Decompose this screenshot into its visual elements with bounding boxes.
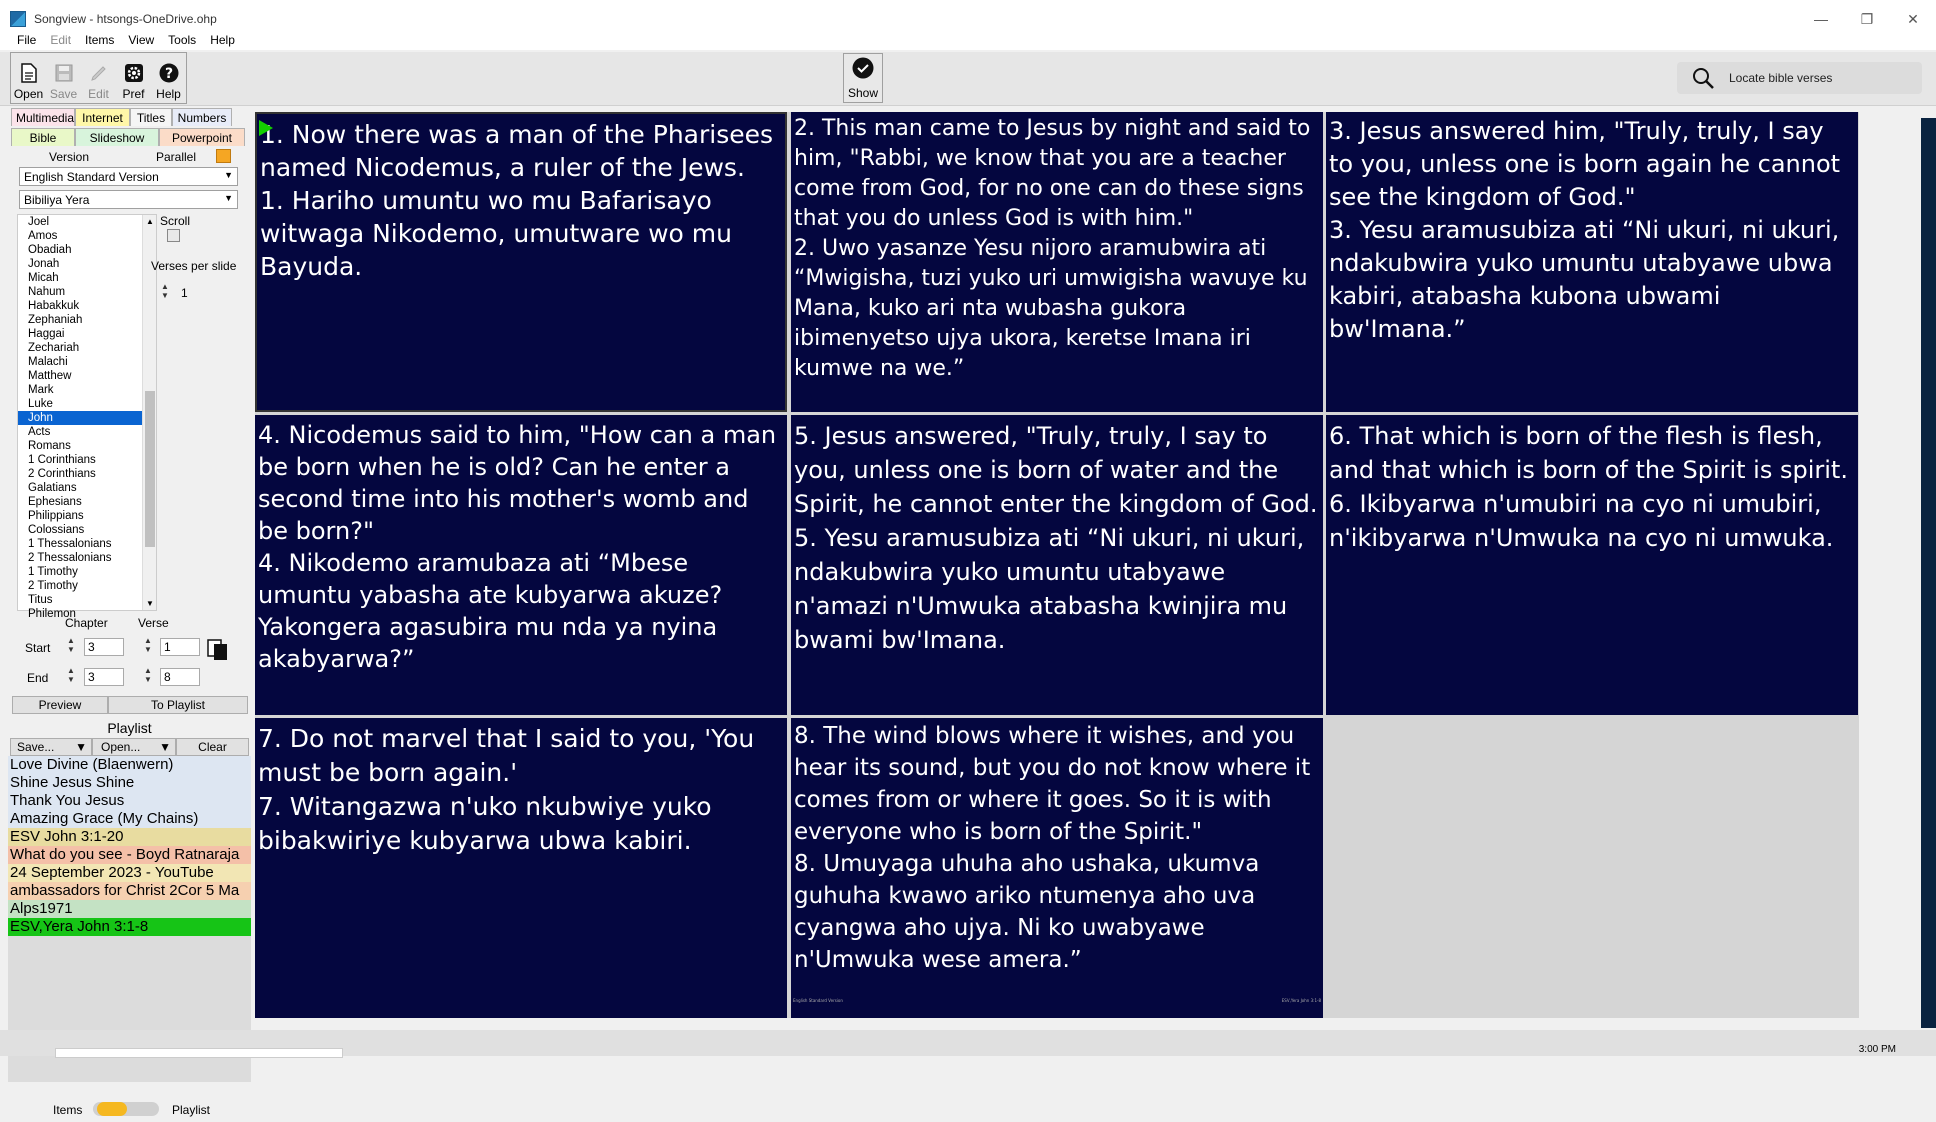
chapter-label: Chapter (65, 616, 108, 630)
search-icon (1691, 66, 1715, 90)
save-label: Save (49, 87, 78, 101)
left-panel (8, 108, 251, 1117)
tab-bible[interactable]: Bible (11, 128, 75, 146)
verses-per-slide-value: 1 (181, 286, 188, 300)
start-chapter-spinner[interactable]: ▲ ▼ (67, 636, 75, 654)
book-item[interactable]: Malachi (28, 356, 68, 368)
help-label: Help (156, 87, 181, 101)
book-item[interactable]: 1 Thessalonians (28, 538, 112, 550)
end-chapter-field[interactable]: 3 (84, 668, 124, 686)
close-button[interactable]: ✕ (1907, 10, 1919, 27)
book-item[interactable]: 1 Corinthians (28, 454, 96, 466)
show-button[interactable] (843, 53, 883, 103)
slide-text: 7. Do not marvel that I said to you, 'You must be born again.' 7. Witangazwa n'uko nkubwiye yuko bibakwiriye kubyarwa ubwa kabiri. (258, 724, 755, 855)
status-bar (0, 1030, 1936, 1056)
book-item[interactable]: 2 Thessalonians (28, 552, 112, 564)
slide-text: 5. Jesus answered, "Truly, truly, I say to you, unless one is born of water and the Spirit, he cannot enter the kingdom of God. 5. Yesu aramusubiza ati “Ni ukuri, ni ukuri, ndakubwira yuko umuntu utabyawe n'amazi n'Umwuka atabasha kwinjira mu bwami bw'Imana. (794, 422, 1318, 654)
book-item[interactable]: Ephesians (28, 496, 82, 508)
status-clock: 3:00 PM (1858, 1044, 1896, 1055)
tool-group (10, 52, 187, 104)
edit-button[interactable] (81, 53, 116, 103)
floppy-disk-icon (54, 63, 74, 83)
slide-text: 1. Now there was a man of the Pharisees named Nicodemus, a ruler of the Jews. 1. Hariho umuntu wo mu Bafarisayo witwaga Nikodemo, umutware wo mu Bayuda. (260, 120, 774, 281)
playlist-open-label: Open... (101, 740, 141, 754)
book-item[interactable]: Philippians (28, 510, 84, 522)
menu-tools[interactable]: Tools (168, 33, 197, 47)
book-item[interactable]: Joel (28, 216, 50, 228)
slide-footer-version: English Standard Version (793, 998, 843, 1003)
book-items (18, 215, 156, 621)
parallel-label: Parallel (156, 150, 197, 164)
playlist-item[interactable]: Amazing Grace (My Chains) (8, 810, 251, 828)
end-label: End (27, 671, 49, 685)
slide-8[interactable] (791, 718, 1323, 1018)
document-icon (19, 63, 39, 83)
verses-per-slide-spinner[interactable]: ▲ ▼ (161, 282, 169, 300)
verses-per-slide-label: Verses per slide (151, 259, 237, 273)
tab-numbers[interactable]: Numbers (172, 108, 232, 126)
scroll-down-icon[interactable]: ▼ (146, 599, 154, 608)
slide-6[interactable] (1326, 415, 1858, 715)
tabs-row-2 (11, 128, 245, 146)
book-list-scrollbar[interactable] (142, 215, 156, 610)
tab-internet[interactable]: Internet (75, 108, 130, 126)
question-icon (159, 63, 179, 83)
restore-button[interactable]: ❐ (1860, 10, 1874, 27)
window-title: Songview - htsongs-OneDrive.ohp (34, 12, 217, 26)
preview-button[interactable]: Preview (12, 696, 108, 714)
slide-text: 2. This man came to Jesus by night and said to him, "Rabbi, we know that you are a teacher come from God, for no one can do these signs that you do unless God is with him." 2. Uwo yasanze Yesu nijoro aramubwira ati “Mwigisha, tuzi yuko uri umwigisha wavuye ku Mana, kuko ari nta wubasha gukora ibimenyetso ujya ukora, keretse Imana iri kumwe na we.” (794, 116, 1311, 381)
end-verse-spinner[interactable]: ▲ ▼ (144, 666, 152, 684)
slide-footer-reference: ESV,Yera John 3:1-8 (1281, 998, 1321, 1003)
playlist-item[interactable]: 24 September 2023 - YouTube (8, 864, 251, 882)
playlist-title: Playlist (107, 720, 152, 736)
status-input[interactable] (55, 1048, 343, 1058)
book-item[interactable]: Nahum (28, 286, 66, 298)
book-item[interactable]: Haggai (28, 328, 65, 340)
book-item[interactable]: Titus (28, 594, 53, 606)
slide-text: 3. Jesus answered him, "Truly, truly, I say to you, unless one is born again he cannot see the kingdom of God." 3. Yesu aramusubiza ati “Ni ukuri, ni ukuri, ndakubwira yuko umuntu utabyawe ubwa kabiri, atabasha kubona ubwami bw'Imana.” (1329, 117, 1841, 343)
parallel-toggle[interactable] (216, 149, 231, 163)
slide-text: 8. The wind blows where it wishes, and you hear its sound, but you do not know where it comes from or where it goes. So it is with everyone who is born of the Spirit." 8. Umuyaga uhuha aho ushaka, ukumva guhuha kwawo ariko ntumenya aho uva cyangwa aho ujya. Ni ko uwabyawe n'Umwuka wese amera.” (794, 723, 1311, 973)
version-select[interactable] (19, 167, 238, 186)
playlist-clear-button[interactable]: Clear (176, 738, 249, 756)
start-verse-spinner[interactable]: ▲ ▼ (144, 636, 152, 654)
book-item[interactable]: Philemon (28, 608, 76, 620)
book-item[interactable]: 1 Timothy (28, 566, 78, 578)
scroll-label: Scroll (160, 214, 191, 228)
book-item[interactable]: Habakkuk (28, 300, 80, 312)
tab-slideshow[interactable]: Slideshow (75, 128, 159, 146)
tab-multimedia[interactable]: Multimedia (11, 108, 75, 126)
version-select-value: English Standard Version (24, 170, 159, 184)
items-playlist-toggle-row (8, 1098, 251, 1122)
playlist-item[interactable]: Love Divine (Blaenwern) (8, 756, 251, 774)
help-button[interactable] (151, 53, 186, 103)
slide-7[interactable] (255, 718, 787, 1018)
check-circle-icon (852, 57, 874, 82)
menu-edit[interactable]: Edit (50, 33, 72, 47)
slide-2[interactable] (791, 112, 1323, 412)
gear-icon (124, 63, 144, 83)
tabs-row-1 (11, 108, 232, 126)
tab-powerpoint[interactable]: Powerpoint (159, 128, 245, 146)
book-item[interactable]: Acts (28, 426, 51, 438)
toggle-knob (97, 1102, 127, 1116)
slide-text: 6. That which is born of the flesh is flesh, and that which is born of the Spirit is spirit. 6. Ikibyarwa n'umubiri na cyo ni umubiri, n'ikibyarwa n'Umwuka na cyo ni umwuka. (1329, 422, 1848, 552)
menu-help[interactable]: Help (210, 33, 235, 47)
playlist-save-label: Save... (17, 740, 55, 754)
book-item[interactable]: Galatians (28, 482, 77, 494)
book-item[interactable]: Micah (28, 272, 59, 284)
save-button[interactable] (46, 53, 81, 103)
svg-text:?: ? (164, 66, 173, 82)
end-chapter-spinner[interactable]: ▲ ▼ (67, 666, 75, 684)
start-verse-field[interactable]: 1 (160, 638, 200, 656)
pref-button[interactable] (116, 53, 151, 103)
playlist-open-button[interactable] (92, 738, 176, 756)
dropdown-arrow-icon: ▼ (224, 193, 233, 203)
slides-grid (255, 112, 1859, 1018)
toolbar (0, 52, 1936, 106)
playlist-item[interactable]: Shine Jesus Shine (8, 774, 251, 792)
book-item[interactable]: 2 Corinthians (28, 468, 96, 480)
dropdown-arrow-icon: ▼ (75, 740, 87, 754)
show-label: Show (847, 86, 879, 100)
edit-label: Edit (88, 87, 109, 101)
playlist-item[interactable]: ESV John 3:1-20 (8, 828, 251, 846)
parallel-version-select[interactable] (19, 190, 238, 209)
open-button[interactable] (11, 53, 46, 103)
menu-view[interactable]: View (128, 33, 155, 47)
slide-1[interactable] (255, 112, 787, 412)
slide-3[interactable] (1326, 112, 1858, 412)
search-placeholder: Locate bible verses (1729, 71, 1833, 85)
menu-items[interactable]: Items (85, 33, 115, 47)
book-item[interactable]: Colossians (28, 524, 85, 536)
book-item[interactable]: Luke (28, 398, 53, 410)
copy-icon[interactable] (206, 638, 230, 665)
book-item[interactable]: Romans (28, 440, 71, 452)
book-item[interactable]: Matthew (28, 370, 72, 382)
book-item[interactable]: John (18, 411, 156, 425)
playlist-item[interactable]: ambassadors for Christ 2Cor 5 Ma (8, 882, 251, 900)
start-chapter-field[interactable]: 3 (84, 638, 124, 656)
scrollbar-thumb[interactable] (145, 391, 155, 547)
toggle-items-label: Items (53, 1103, 83, 1117)
to-playlist-button[interactable]: To Playlist (108, 696, 248, 714)
book-item[interactable]: Zephaniah (28, 314, 83, 326)
playlist-save-button[interactable] (10, 738, 92, 756)
slide-4[interactable] (255, 415, 787, 715)
slide-text: 4. Nicodemus said to him, "How can a man be born when he is old? Can he enter a second time into his mother's womb and be born?" 4. Nikodemo aramubaza ati “Mbese umuntu yabasha ate kubyarwa akuze? Yakongera agasubira mu nda ya nyina akabyarwa?” (258, 421, 777, 673)
end-verse-field[interactable]: 8 (160, 668, 200, 686)
tab-titles[interactable]: Titles (130, 108, 172, 126)
pencil-icon (89, 63, 109, 83)
scroll-up-icon[interactable]: ▲ (146, 217, 154, 226)
app-icon (10, 11, 26, 27)
items-playlist-toggle[interactable] (93, 1102, 159, 1116)
playlist-item[interactable]: Thank You Jesus (8, 792, 251, 810)
play-icon (259, 120, 273, 136)
playlist-item[interactable]: Alps1971 (8, 900, 251, 918)
version-label: Version (49, 150, 90, 164)
parallel-version-value: Bibiliya Yera (24, 193, 90, 207)
verse-label: Verse (138, 616, 169, 630)
playlist-item[interactable]: What do you see - Boyd Ratnaraja (8, 846, 251, 864)
book-item[interactable]: Jonah (28, 258, 60, 270)
book-item[interactable]: Obadiah (28, 244, 72, 256)
book-item[interactable]: Amos (28, 230, 58, 242)
book-item[interactable]: 2 Timothy (28, 580, 78, 592)
minimize-button[interactable]: — (1814, 11, 1828, 27)
dropdown-arrow-icon: ▼ (224, 170, 233, 180)
book-item[interactable]: Zechariah (28, 342, 80, 354)
dropdown-arrow-icon: ▼ (159, 740, 171, 754)
bible-search-input[interactable] (1677, 62, 1922, 94)
open-label: Open (13, 87, 44, 101)
slide-5[interactable] (791, 415, 1323, 715)
menu-file[interactable]: File (17, 33, 37, 47)
book-list[interactable] (17, 214, 157, 620)
book-item[interactable]: Mark (28, 384, 54, 396)
pref-label: Pref (122, 87, 145, 101)
start-label: Start (25, 641, 51, 655)
playlist-item[interactable]: ESV,Yera John 3:1-8 (8, 918, 251, 936)
toggle-playlist-label: Playlist (172, 1103, 211, 1117)
right-edge-strip (1921, 118, 1936, 1028)
menu-bar (0, 30, 1936, 50)
scroll-checkbox[interactable] (167, 229, 180, 242)
